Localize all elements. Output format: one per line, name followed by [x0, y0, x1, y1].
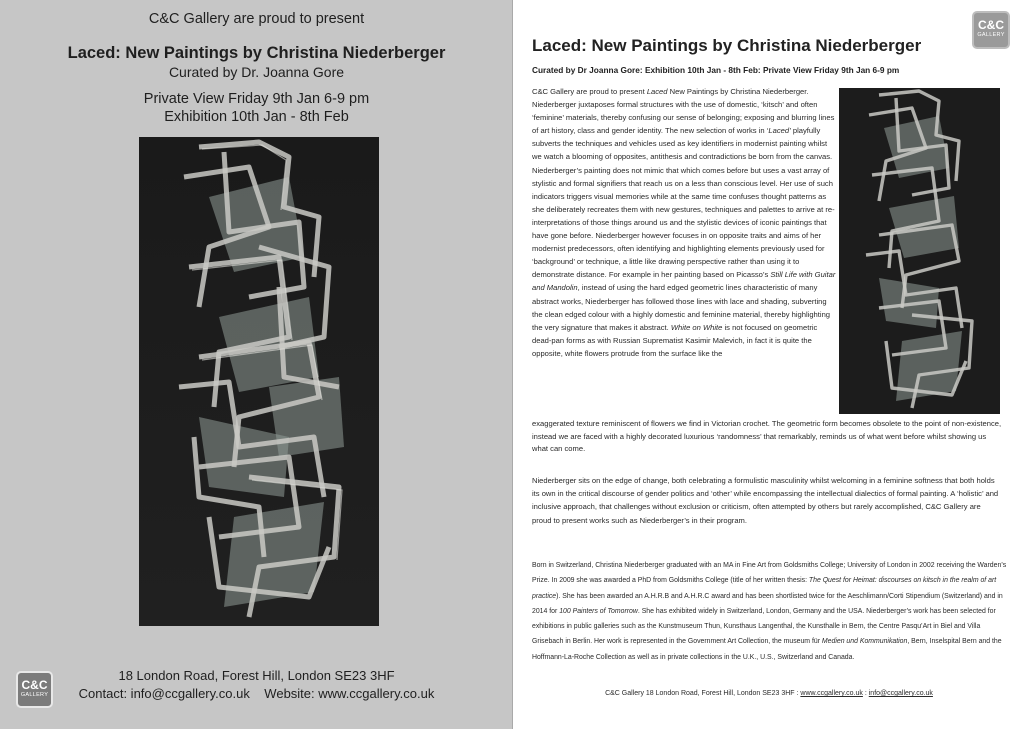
press-title: Laced: New Paintings by Christina Niederberger	[532, 36, 922, 55]
gallery-logo-small: C&C GALLERY	[972, 11, 1010, 49]
press-subtitle: Curated by Dr Joanna Gore: Exhibition 10th Jan - 8th Feb: Private View Friday 9th Jan 6-9 pm	[532, 65, 900, 75]
private-view-line: Private View Friday 9th Jan 6-9 pm	[143, 91, 370, 107]
laced-painting-artwork-small	[839, 88, 1000, 414]
press-paragraph-1: C&C Gallery are proud to present Laced New Paintings by Christina Niederberger. Niederberger juxtaposes formal structures with the use of domestic, ‘kitsch’ and often ‘feminine’ materials, thereby confusing our sense of belonging; exposing and blurring lines of art history, class and gender identity. The new selection of works in ‘Laced’ playfully subverts the techniques and vehicles used as key identifiers in modernist painting whilst we watch a blooming of opposites, antithesis and contradictions be born from the canvas. Niederberger’s painting does not mimic that which comes before but uses a vast array of stylistic and formal signifiers that reach us on a less than conscious level. Her use of such indicators triggers visual memories while at the same time confuses thought patterns as she deliberately recreates them with new gestures, techniques and palettes to arrive at re-interpretations of those things around us and the stylistic devices of iconic paintings that have gone before. Niederberger however focuses in on opposite traits and aims of her modernist predecessors, often identifying and highlighting elements previously used for ‘background’ or technique, a little like drawing perspective rather than using it to demonstrate distance. For example in her painting based on Picasso’s Still Life with Guitar and Mandolin, instead of using the hard edged geometric lines characteristic of many abstract works, Niederberger has followed those lines with lace and shading, subverting the clean edged colour with a highly domestic and feminine material, thereby highlighting the very signature that makes it abstract. White on White is not focused on geometric dead-pan forms as with Russian Suprematist Kasimir Malevich, in fact it is quite the opposite, white flowers protrude from the surface like the	[532, 87, 836, 358]
painting-image-small	[839, 88, 1000, 414]
website-link[interactable]: www.ccgallery.co.uk	[800, 690, 863, 697]
gallery-contact: Contact: info@ccgallery.co.uk Website: www.ccgallery.co.uk	[78, 686, 435, 701]
email-link[interactable]: info@ccgallery.co.uk	[868, 690, 933, 697]
press-paragraph-1-continued: exaggerated texture reminiscent of flowers we find in Victorian crochet. The geometric form becomes obsolete to the point of non-existence, instead we are faced with a highly decorated luxurious ‘randomness’ that remarkably, reminds us of what went before whilst showing us what can come.	[532, 419, 1002, 454]
exhibition-title: Laced: New Paintings by Christina Niederberger	[67, 44, 446, 62]
exhibition-dates: Exhibition 10th Jan - 8th Feb	[164, 109, 349, 125]
curator-line: Curated by Dr. Joanna Gore	[168, 64, 345, 80]
press-paragraph-2: Niederberger sits on the edge of change, both celebrating a formulistic masculinity whilst welcoming in a feminine softness that both holds its own in the critical discourse of gender politics and ‘other’ while encompassing the intellectual dialectics of formal painting. A ‘holistic’ and inclusive approach, that challenges without exclusion or criticism, often attempted by others but rarely accomplished, C&C Gallery are proud to present works such as Niederberger’s in their program.	[532, 476, 999, 525]
gallery-address: 18 London Road, Forest Hill, London SE23 3HF	[118, 668, 395, 683]
artist-biography: Born in Switzerland, Christina Niederberger graduated with an MA in Fine Art from Goldsmiths College; University of London in 2002 receiving the Warden’s Prize. In 2009 she was awarded a PhD from Goldsmiths College (title of her written thesis: The Quest for Heimat: discourses on kitsch in the realm of art practice). She has been awarded an A.H.R.B and A.H.R.C award and has been shortlisted twice for the Aeschlimann/Corti Stipendium (Switzerland) and in 2014 for 100 Painters of Tomorrow. She has exhibited widely in Switzerland, London, Germany and the USA. Niederberger’s work has been selected for exhibitions in public galleries such as the Kunstmuseum Thun, Kunsthaus Langenthal, the Kunsthalle in Bern, the Centre Pasqu’Art in Biel and Villa Grisebach in Berlin. Her work is represented in the Government Art Collection, the museum für Medien und Kommunikation, Bern, Inselspital Bern and the Hoffmann-La-Roche Collection as well as in private collections in the U.K., U.S., Switzerland and Canada.	[532, 562, 1007, 661]
present-line: C&C Gallery are proud to present	[148, 11, 365, 27]
gallery-logo: C&C GALLERY	[16, 671, 53, 708]
laced-painting-artwork	[139, 137, 379, 626]
painting-image	[139, 137, 379, 626]
press-footer: C&C Gallery 18 London Road, Forest Hill, London SE23 3HF : www.ccgallery.co.uk : info@ccgallery.co.uk	[605, 690, 933, 697]
